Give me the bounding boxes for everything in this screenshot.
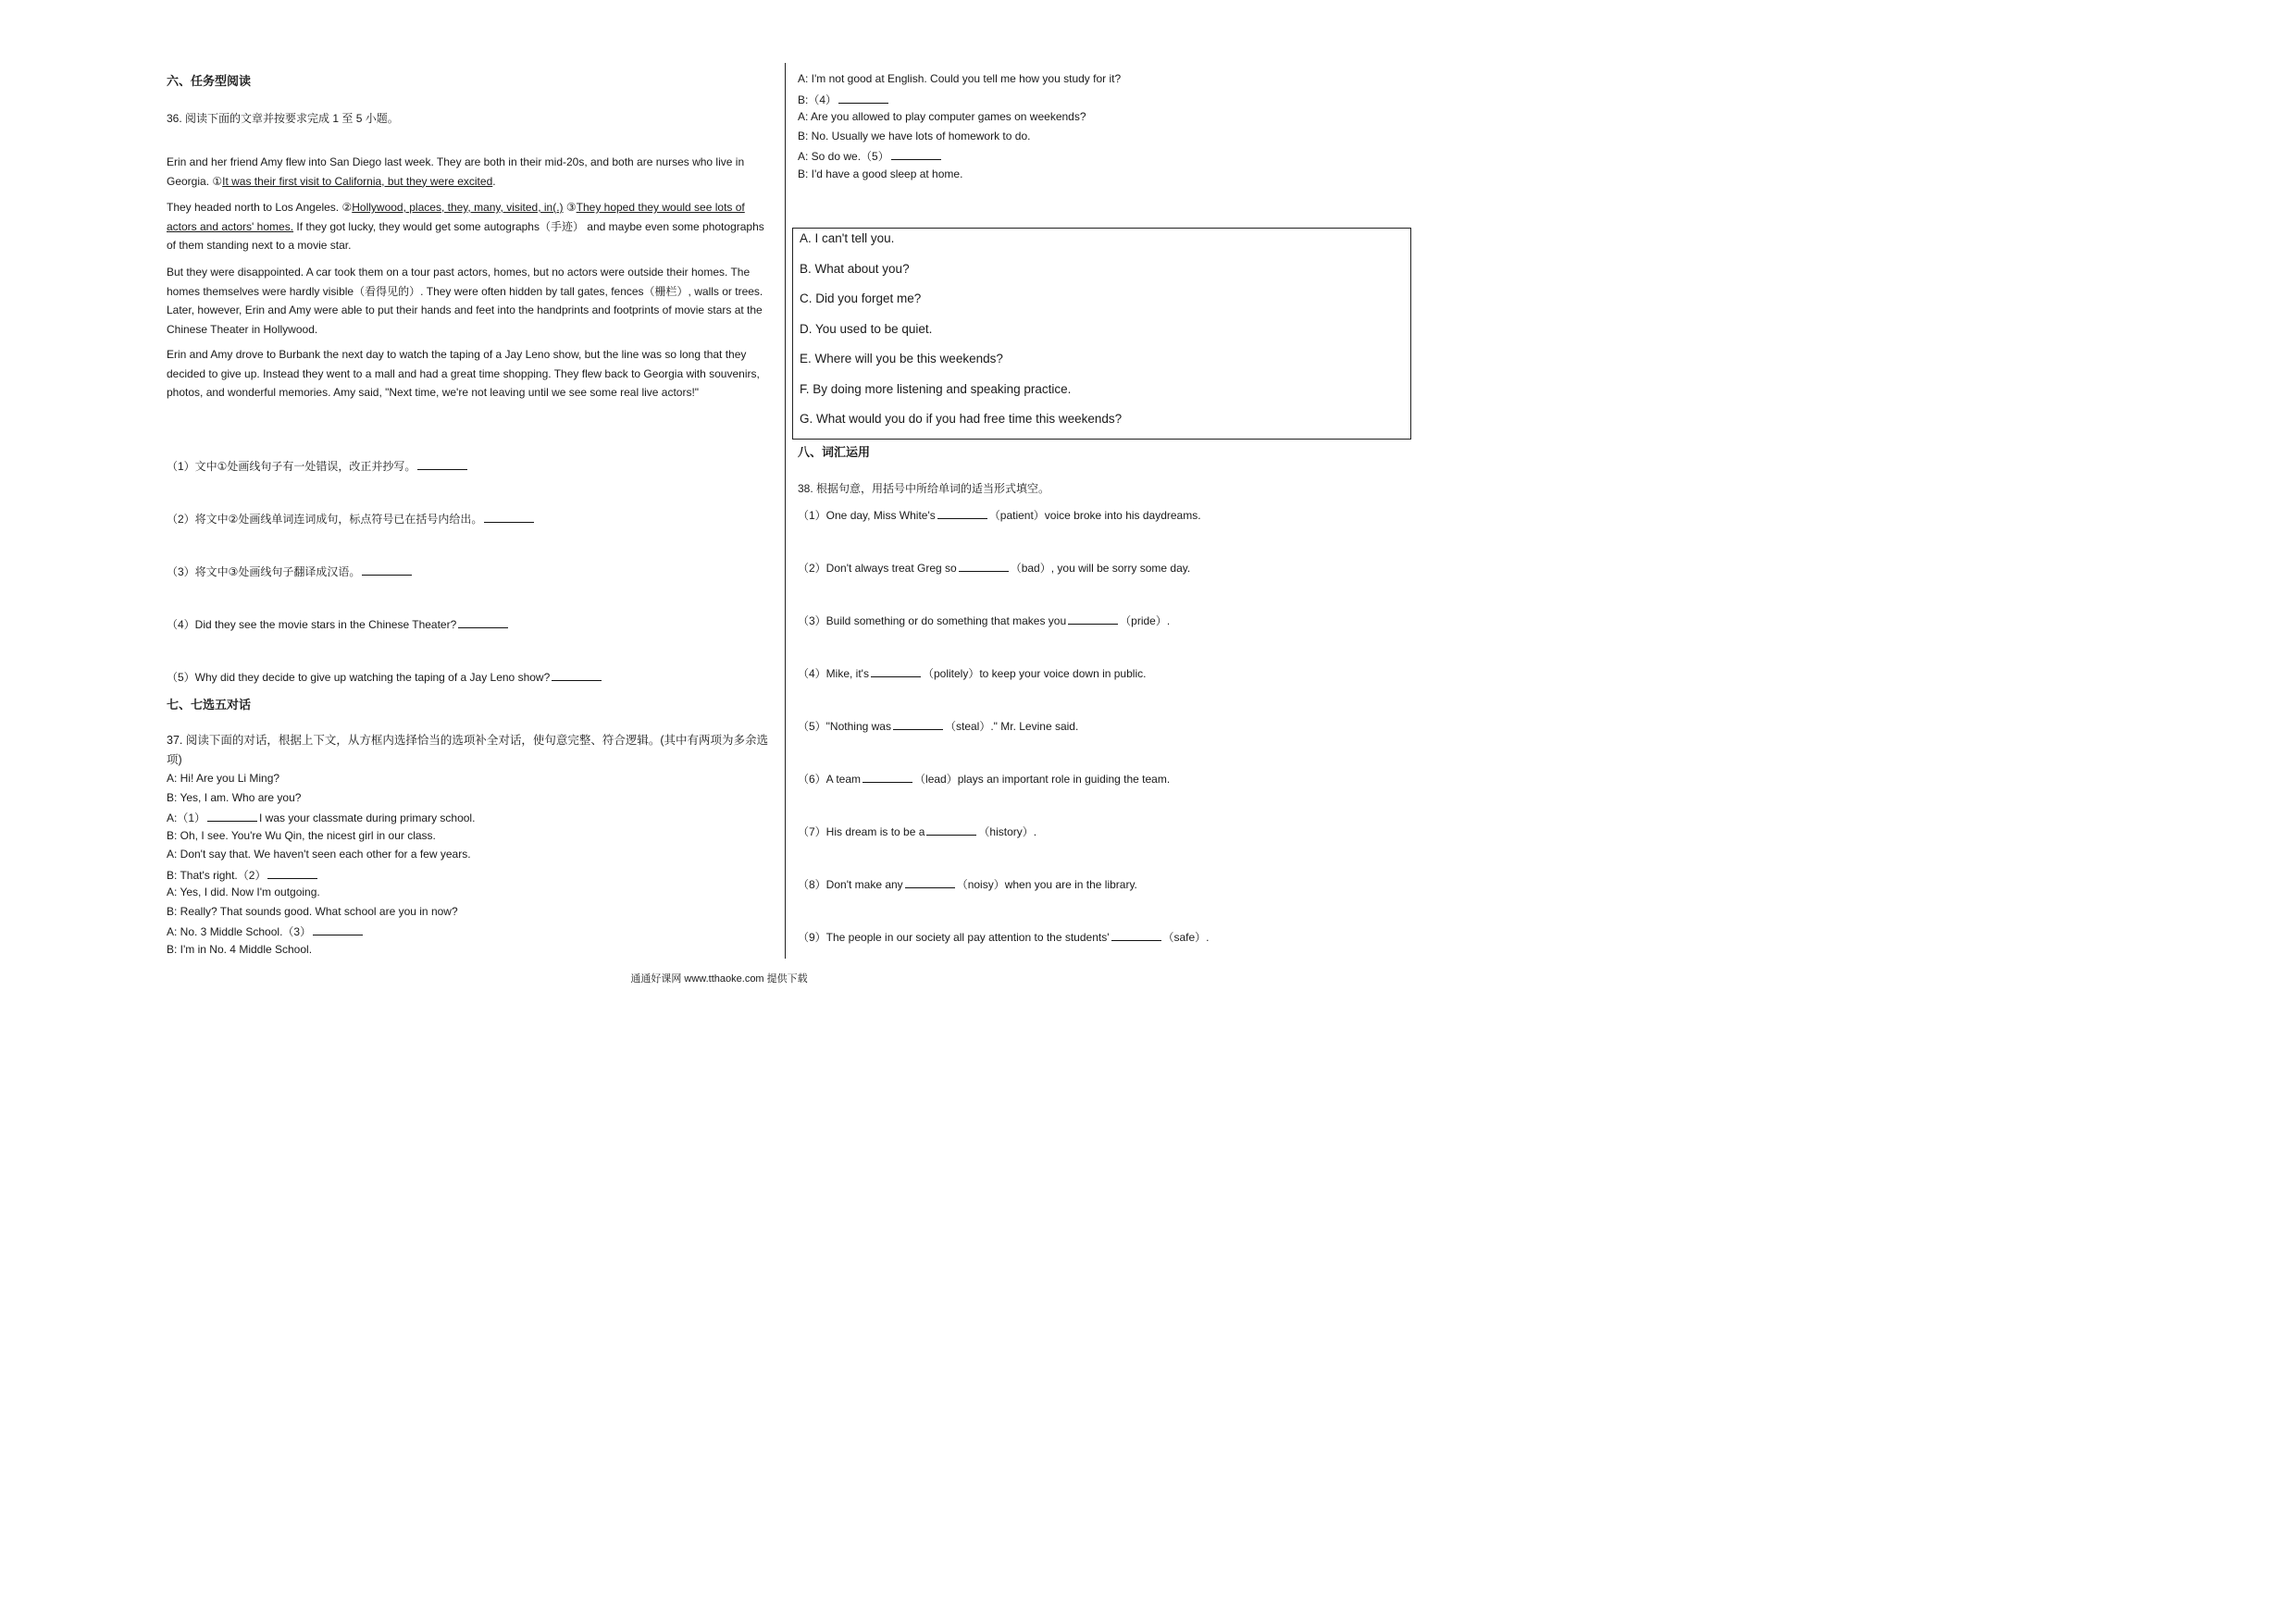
- circled-one-mark: ①: [212, 174, 223, 188]
- dialogue-line: B: That's right.（2）: [167, 867, 319, 883]
- q38-item-2: （2）Don't always treat Greg so （bad）, you will be sorry some day.: [798, 562, 1191, 575]
- q36-item-5: （5）Why did they decide to give up watching the taping of a Jay Leno show?: [167, 669, 603, 685]
- answer-blank[interactable]: [552, 669, 602, 681]
- dialogue-line: A: Yes, I did. Now I'm outgoing.: [167, 886, 320, 898]
- passage-paragraph-1: Erin and her friend Amy flew into San Diego last week. They are both in their mid-20s, and both are nurses who live in Georgia. ①It was their first visit to California, but they were excited.: [167, 155, 745, 188]
- section-6-title: 六、任务型阅读: [167, 74, 252, 88]
- q36-item-2: （2）将文中②处画线单词连词成句，标点符号已在括号内给出。: [167, 511, 536, 527]
- answer-blank[interactable]: [207, 810, 257, 822]
- passage-paragraph-2: They headed north to Los Angeles. ②Hollywood, places, they, many, visited, in(.) ③They hoped they would see lots of actors and actors' homes. If they got lucky, they would get some autographs（手迹） and maybe even some photographs of them standing next to a movie star.: [167, 201, 764, 253]
- dialogue-line: A: Don't say that. We haven't seen each other for a few years.: [167, 848, 471, 861]
- answer-blank[interactable]: [891, 148, 941, 160]
- question-37-instruction: 37. 阅读下面的对话，根据上下文，从方框内选择恰当的选项补全对话，使句意完整、符合逻辑。(其中有两项为多余选项): [167, 734, 769, 766]
- q38-item-8: （8）Don't make any （noisy）when you are in the library.: [798, 878, 1137, 891]
- q36-item-1: （1）文中①处画线句子有一处错误，改正并抄写。: [167, 458, 469, 474]
- page-footer: 通通好课网 www.tthaoke.com 提供下载: [630, 973, 808, 985]
- option-f: F. By doing more listening and speaking practice.: [800, 382, 1072, 396]
- option-g: G. What would you do if you had free time this weekends?: [800, 412, 1123, 426]
- circled-three-mark: ③: [563, 201, 577, 214]
- dialogue-line: A: Are you allowed to play computer games on weekends?: [798, 110, 1086, 123]
- section-8-title: 八、词汇运用: [798, 445, 871, 459]
- section-7-title: 七、七选五对话: [167, 698, 252, 712]
- dialogue-line: B: Oh, I see. You're Wu Qin, the nicest girl in our class.: [167, 829, 436, 842]
- dialogue-line: A:（1） I was your classmate during primary school.: [167, 812, 476, 824]
- dialogue-line: B: I'm in No. 4 Middle School.: [167, 943, 313, 956]
- dialogue-line: B: Really? That sounds good. What school are you in now?: [167, 905, 458, 918]
- question-38-instruction: 38. 根据句意，用括号中所给单词的适当形式填空。: [798, 482, 1050, 495]
- q38-item-3: （3）Build something or do something that makes you （pride）.: [798, 614, 1171, 627]
- circled-two-mark: ②: [341, 201, 353, 214]
- q38-item-4: （4）Mike, it's （politely）to keep your voice down in public.: [798, 667, 1147, 680]
- answer-blank[interactable]: [267, 867, 317, 879]
- option-e: E. Where will you be this weekends?: [800, 352, 1003, 365]
- answer-blank[interactable]: [937, 507, 987, 519]
- answer-blank[interactable]: [926, 824, 976, 836]
- question-36-instruction: 36. 阅读下面的文章并按要求完成 1 至 5 小题。: [167, 112, 399, 125]
- dialogue-line: B: I'd have a good sleep at home.: [798, 167, 963, 180]
- q38-item-1: （1）One day, Miss White's （patient）voice broke into his daydreams.: [798, 509, 1201, 522]
- column-divider: [785, 63, 786, 959]
- answer-blank[interactable]: [893, 718, 943, 730]
- answer-blank[interactable]: [458, 616, 508, 628]
- option-c: C. Did you forget me?: [800, 291, 922, 305]
- options-box: [792, 228, 1411, 440]
- underlined-words-2: Hollywood, places, they, many, visited, in(.): [352, 201, 564, 214]
- option-d: D. You used to be quiet.: [800, 322, 933, 336]
- dialogue-line: B: No. Usually we have lots of homework to do.: [798, 130, 1031, 142]
- passage-paragraph-3: But they were disappointed. A car took them on a tour past actors, homes, but no actors were outside their homes. The homes themselves were hardly visible（看得见的）. They were often hidden by tall gates, fences（栅栏）, walls or trees. Later, however, Erin and Amy were able to put their hands and feet into the handprints and footprints of movie stars at the Chinese Theater in Hollywood.: [167, 266, 763, 336]
- dialogue-line: A: So do we.（5）: [798, 148, 943, 164]
- answer-blank[interactable]: [863, 771, 912, 783]
- dialogue-line: B: Yes, I am. Who are you?: [167, 791, 302, 804]
- option-b: B. What about you?: [800, 262, 910, 276]
- dialogue-line: A: No. 3 Middle School.（3）: [167, 923, 365, 939]
- answer-blank[interactable]: [838, 92, 888, 104]
- answer-blank[interactable]: [905, 876, 955, 888]
- answer-blank[interactable]: [959, 560, 1009, 572]
- dialogue-line: A: Hi! Are you Li Ming?: [167, 772, 280, 785]
- dialogue-line: A: I'm not good at English. Could you tell me how you study for it?: [798, 72, 1122, 85]
- q38-item-9: （9）The people in our society all pay attention to the students' （safe）.: [798, 931, 1210, 944]
- q36-item-4: （4）Did they see the movie stars in the Chinese Theater?: [167, 616, 510, 632]
- q38-item-7: （7）His dream is to be a （history）.: [798, 825, 1037, 838]
- answer-blank[interactable]: [1111, 929, 1161, 941]
- q36-item-3: （3）将文中③处画线句子翻译成汉语。: [167, 564, 414, 579]
- q38-item-6: （6）A team （lead）plays an important role in guiding the team.: [798, 773, 1171, 786]
- q38-item-5: （5）"Nothing was （steal）." Mr. Levine said.: [798, 720, 1079, 733]
- answer-blank[interactable]: [484, 511, 534, 523]
- underlined-sentence-1: It was their first visit to California, but they were excited: [222, 174, 493, 188]
- underlined-sentence-3: They hoped they would see lots of actors and actors' homes.: [167, 201, 745, 233]
- passage-paragraph-4: Erin and Amy drove to Burbank the next day to watch the taping of a Jay Leno show, but the line was so long that they decided to give up. Instead they went to a mall and had a great time shopping. They flew back to Georgia with souvenirs, photos, and wonderful memories. Amy said, "Next time, we're not leaving until we see some real live actors!": [167, 348, 760, 400]
- answer-blank[interactable]: [362, 564, 412, 576]
- option-a: A. I can't tell you.: [800, 231, 895, 245]
- answer-blank[interactable]: [1068, 613, 1118, 625]
- dialogue-line: B:（4）: [798, 92, 890, 107]
- answer-blank[interactable]: [313, 923, 363, 935]
- answer-blank[interactable]: [871, 665, 921, 677]
- answer-blank[interactable]: [417, 458, 467, 470]
